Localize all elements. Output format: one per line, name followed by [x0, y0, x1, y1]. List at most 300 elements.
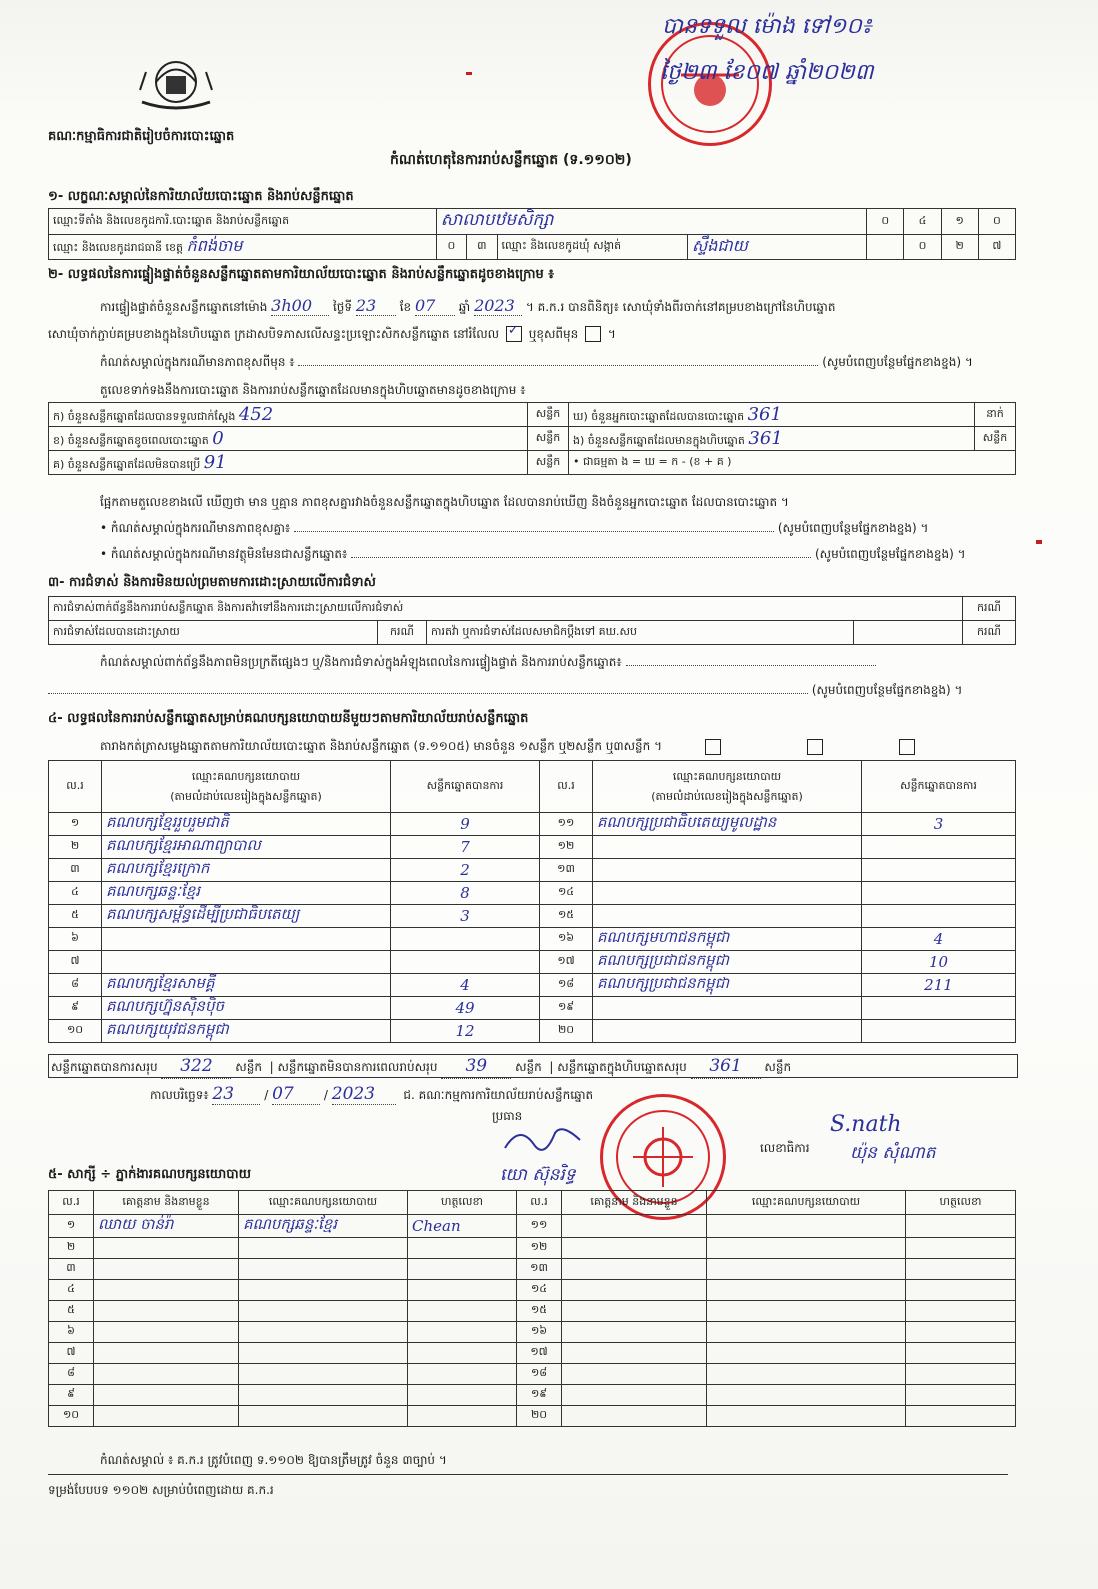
objection-appeal-unit: ករណី	[963, 621, 1016, 645]
witness-name	[94, 1343, 239, 1364]
verify-time: 3h00	[271, 296, 313, 315]
verify-month-line	[415, 296, 455, 316]
objection-resolved: ការជំទាស់ដែលបានដោះស្រាយ	[49, 621, 378, 645]
witness-signature	[906, 1259, 1016, 1280]
commune-code-1	[867, 235, 904, 260]
party-name-handwriting: គណបក្សមហាជនកម្ពុជា	[597, 928, 730, 946]
party-name	[593, 882, 862, 905]
table-row	[49, 1238, 1016, 1259]
witness-name	[562, 1280, 707, 1301]
party-name	[102, 928, 391, 951]
witness-no: ៣	[49, 1259, 94, 1280]
footnote: កំណត់សម្គាល់ ៖ គ.ក.រ ត្រូវបំពេញ ទ.១១០២ ឱ្យបានត្រឹមត្រូវ ចំនួន ៣ច្បាប់ ។	[100, 1453, 447, 1467]
location-code-3: ១	[941, 209, 978, 235]
witness-signature	[408, 1238, 517, 1259]
witness-name	[94, 1406, 239, 1427]
irregularity-line	[626, 665, 876, 666]
objection-row1-unit: ករណី	[963, 597, 1016, 621]
figure-d-cell	[569, 403, 975, 427]
witness-party	[239, 1385, 408, 1406]
table-row	[49, 1215, 1016, 1238]
location-code-1: ០	[867, 209, 904, 235]
party-no: ១៧	[540, 951, 593, 974]
verify-month: 07	[414, 296, 436, 315]
figure-e-cell	[569, 427, 975, 451]
party-name	[593, 928, 862, 951]
chair-label: ប្រធាន	[492, 1109, 523, 1123]
objection-row1: ការជំទាស់ពាក់ព័ន្ធនឹងការរាប់សន្លឹកឆ្នោត និងការតវ៉ាទៅនឹងការដោះស្រាយលើការជំទាស់	[49, 597, 963, 621]
table-row	[49, 1020, 1016, 1043]
irregularity-label: កំណត់សម្គាល់ពាក់ព័ន្ធនឹងភាពមិនប្រក្រតីផ្សេងៗ ឬ/និងការជំទាស់ក្នុងអំឡុងពេលនៃការផ្ទៀងផ្ទាត់ និងការរាប់សន្លឹកឆ្នោត៖	[100, 655, 622, 669]
checkbox-1-sheet[interactable]	[705, 739, 721, 755]
party-name	[102, 951, 391, 974]
witness-name	[94, 1301, 239, 1322]
objection-appeal: ការតវ៉ា ឬការជំទាស់ដែលសមាជិកប្ដឹងទៅ គឃ.សប	[427, 621, 854, 645]
total-valid: 322	[180, 1056, 213, 1076]
verify-month-label: ខែ	[399, 300, 412, 314]
party-no: ១៦	[540, 928, 593, 951]
witness-signature	[906, 1406, 1016, 1427]
commune-code-2: ០	[904, 235, 941, 260]
witness-signature	[408, 1385, 517, 1406]
witness-signature	[906, 1280, 1016, 1301]
commune-value: ស្ទឹងជាយ	[692, 236, 748, 255]
ballot-figures-table	[48, 402, 1016, 475]
verify-seal-text: ។ គ.ក.រ បានពិនិត្យ៖ សោឃុំទាំងពីរចាក់នៅគម្របខាងក្រៅនៃហិបឆ្នោត	[525, 300, 836, 314]
party-votes	[391, 813, 540, 836]
party-votes	[862, 813, 1016, 836]
chair-name: យោ ស៊ុនរិទ្ធ	[500, 1165, 576, 1185]
figure-a-cell	[49, 403, 528, 427]
party-col-name-left	[102, 761, 391, 813]
province-value: កំពង់ចាម	[186, 236, 243, 255]
party-votes	[391, 859, 540, 882]
date-day-line	[212, 1084, 260, 1105]
party-col-no-right: ល.រ	[540, 761, 593, 813]
ink-dot	[466, 72, 472, 75]
table-row	[49, 1259, 1016, 1280]
party-name	[593, 1020, 862, 1043]
verify-day-line	[356, 296, 396, 316]
table-row	[49, 951, 1016, 974]
figure-b-cell	[49, 427, 528, 451]
discrepancy-text: ផ្អែកតាមតួលេខខាងលើ ឃើញថា មាន ឬគ្មាន ភាពខុសគ្នារវាងចំនួនសន្លឹកឆ្នោតក្នុងហិបឆ្នោត ដែលបានរាប់ឃើញ និងចំនួនអ្នកបោះឆ្នោត ដែលបានបោះឆ្នោត ។	[100, 495, 789, 509]
witness-no: ១៨	[517, 1364, 562, 1385]
party-name-handwriting: គណបក្សខ្មែរអាណាព្យាបាល	[106, 836, 261, 854]
witness-signature	[906, 1385, 1016, 1406]
figure-b-value: 0	[212, 427, 224, 449]
date-day: 23	[212, 1084, 235, 1104]
party-name-handwriting: គណបក្សខ្មែររួបរួមជាតិ	[106, 813, 229, 831]
table-row	[49, 905, 1016, 928]
irregularity-line-2	[48, 693, 808, 694]
witness-no: ១៣	[517, 1259, 562, 1280]
table-row	[49, 1322, 1016, 1343]
party-votes-handwriting: 9	[460, 815, 470, 833]
secretary-signature: S.nath	[830, 1112, 902, 1137]
party-no: ៨	[49, 974, 102, 997]
witness-col-party-left: ឈ្មោះគណបក្សនយោបាយ	[239, 1191, 408, 1215]
party-no: ១៩	[540, 997, 593, 1020]
witness-name	[562, 1238, 707, 1259]
witness-col-party-right: ឈ្មោះគណបក្សនយោបាយ	[707, 1191, 906, 1215]
footer-form-id: ទម្រង់បែបបទ ១១០២ សម្រាប់បំពេញដោយ គ.ក.រ	[48, 1483, 274, 1497]
note-foreign-label: • កំណត់សម្គាល់ក្នុងករណីមានវត្ថុមិនមែនជាសន្លឹកឆ្នោត៖	[100, 547, 348, 561]
party-no: ២០	[540, 1020, 593, 1043]
note-change-label: កំណត់សម្គាល់ក្នុងករណីមានភាពខុសពីមុន ៖	[100, 355, 295, 369]
party-col-votes-right: សន្លឹកឆ្នោតបានការ	[862, 761, 1016, 813]
witness-col-no-right: ល.រ	[517, 1191, 562, 1215]
section1-heading: ១- លក្ខណៈសម្គាល់នៃការិយាល័យបោះឆ្នោត និងរាប់សន្លឹកឆ្នោត	[48, 189, 354, 204]
witness-signature	[408, 1215, 517, 1238]
party-votes	[391, 951, 540, 974]
party-no: ១៥	[540, 905, 593, 928]
party-col-name-right-sub: (តាមលំដាប់លេខរៀងក្នុងសន្លឹកឆ្នោត)	[651, 789, 803, 803]
witness-name	[562, 1215, 707, 1238]
witness-no: ១១	[517, 1215, 562, 1238]
irregularity-note-2	[48, 682, 962, 700]
witness-no: ៧	[49, 1343, 94, 1364]
figure-d-value: 361	[747, 403, 782, 425]
witness-name	[562, 1406, 707, 1427]
date-year: 2023	[331, 1084, 376, 1104]
witness-name-handwriting: ឈាយ ចាន់រ៉ា	[98, 1215, 174, 1233]
secretary-name: យ៉ុន សុំណាត	[850, 1143, 936, 1163]
witness-col-name-left: គោត្តនាម និងនាមខ្លួន	[94, 1191, 239, 1215]
location-value: សាលាបឋមសិក្សា	[440, 210, 554, 230]
witness-no: ៥	[49, 1301, 94, 1322]
witness-party	[707, 1301, 906, 1322]
note-discrepancy-label: • កំណត់សម្គាល់ក្នុងករណីមានភាពខុសគ្នា៖	[100, 521, 291, 535]
table-row	[49, 882, 1016, 905]
witness-signature	[408, 1343, 517, 1364]
party-votes	[862, 997, 1016, 1020]
figure-a-value: 452	[238, 403, 274, 425]
party-votes-handwriting: 10	[928, 953, 949, 971]
witness-col-name-right: គោត្តនាម និងនាមខ្លួន	[562, 1191, 707, 1215]
witness-signature	[408, 1322, 517, 1343]
verify-year-line	[474, 296, 522, 316]
table-row	[49, 974, 1016, 997]
witness-signature	[408, 1364, 517, 1385]
commune-code-3: ២	[941, 235, 978, 260]
verify-year: 2023	[474, 296, 515, 315]
witness-party	[239, 1406, 408, 1427]
party-col-name-right-title: ឈ្មោះគណបក្សនយោបាយ	[672, 769, 782, 783]
figure-e-label: ង) ចំនួនសន្លឹកឆ្នោតដែលមានក្នុងហិបឆ្នោត	[573, 433, 745, 447]
checkbox-3-sheet[interactable]	[899, 739, 915, 755]
figure-b-unit: សន្លឹក	[528, 427, 569, 451]
totals-line: សន្លឹកឆ្នោតបានការសរុប 322 សន្លឹក | សន្លឹកឆ្នោតមិនបានការពេលរាប់សរុប 39 សន្លឹក | សន្លឹកឆ្នោតក្នុងហិបឆ្នោតសរុប 361 សន្លឹក	[48, 1054, 1018, 1078]
witness-name	[562, 1301, 707, 1322]
witness-name	[562, 1364, 707, 1385]
ink-dot	[1036, 540, 1042, 544]
witness-no: ២០	[517, 1406, 562, 1427]
figure-c-value: 91	[203, 451, 227, 473]
province-code-1: ០	[436, 235, 466, 260]
party-no: ៦	[49, 928, 102, 951]
witness-party	[239, 1280, 408, 1301]
witness-signature	[906, 1215, 1016, 1238]
witness-no: ៩	[49, 1385, 94, 1406]
party-votes	[391, 928, 540, 951]
party-name-handwriting: គណបក្សប្រជាជនកម្ពុជា	[597, 974, 729, 992]
witness-name	[94, 1280, 239, 1301]
note-discrepancy	[100, 520, 928, 538]
party-no: ៧	[49, 951, 102, 974]
irregularity-note	[100, 654, 876, 672]
verification-paragraph-2: សោឃុំចាក់ភ្ជាប់គម្របខាងក្នុងនៃហិបឆ្នោត ក្រដាសបិទភាសលើសន្ទះប្រឡោះសិកសន្លឹកឆ្នោត នៅរំលែល ✓ ឬខុសពីមុន ។	[48, 322, 616, 341]
party-no: ១៨	[540, 974, 593, 997]
location-code-2: ៤	[904, 209, 941, 235]
party-no: ២	[49, 836, 102, 859]
province-label: ឈ្មោះ និងលេខកូដរាជធានី ខេត្ត	[53, 241, 183, 254]
objection-resolved-unit: ករណី	[378, 621, 427, 645]
party-no: ៣	[49, 859, 102, 882]
table-row	[49, 1406, 1016, 1427]
witness-party	[239, 1259, 408, 1280]
figures-intro: តួលេខទាក់ទងនឹងការបោះឆ្នោត និងការរាប់សន្លឹកឆ្នោតដែលមានក្នុងហិបឆ្នោតមានដូចខាងក្រោម ៖	[100, 383, 526, 397]
party-votes-handwriting: 4	[933, 930, 944, 948]
party-votes-handwriting: 2	[460, 861, 470, 879]
witness-signature	[906, 1322, 1016, 1343]
party-no: ១១	[540, 813, 593, 836]
note-change-line	[298, 365, 818, 366]
note-change	[100, 354, 973, 372]
date-month: 07	[272, 1084, 294, 1104]
witness-signature	[906, 1238, 1016, 1259]
figure-c-label: គ) ចំនួនសន្លឹកឆ្នោតដែលមិនបានប្រើ	[53, 457, 201, 471]
figure-d-label: ឃ) ចំនួនអ្នកបោះឆ្នោតដែលបានបោះឆ្នោត	[573, 409, 745, 423]
party-no: ៥	[49, 905, 102, 928]
party-no: ១	[49, 813, 102, 836]
witness-col-sig-left: ហត្ថលេខា	[408, 1191, 517, 1215]
party-votes	[391, 974, 540, 997]
party-name-handwriting: គណបក្សប្រជាជនកម្ពុជា	[597, 951, 729, 969]
witness-signature	[906, 1301, 1016, 1322]
checkbox-2-sheet[interactable]	[807, 739, 823, 755]
location-code-4: ០	[978, 209, 1015, 235]
checkmark-icon: ✓	[507, 322, 519, 338]
committee-label: ជ. គណៈកម្មការការិយាល័យរាប់សន្លឹកឆ្នោត	[403, 1088, 594, 1102]
party-votes	[391, 905, 540, 928]
party-votes	[391, 882, 540, 905]
witness-party	[239, 1238, 408, 1259]
party-votes	[862, 882, 1016, 905]
party-col-name-left-title: ឈ្មោះគណបក្សនយោបាយ	[191, 769, 301, 783]
party-rows	[49, 813, 1016, 1043]
party-no: ១០	[49, 1020, 102, 1043]
party-name-handwriting: គណបក្សខ្មែរក្រោក	[106, 859, 210, 877]
witness-name	[94, 1385, 239, 1406]
province-code-2: ៣	[467, 235, 497, 260]
party-name	[593, 997, 862, 1020]
witness-name	[94, 1215, 239, 1238]
note-foreign-line	[351, 557, 811, 558]
party-col-name-right	[593, 761, 862, 813]
figure-e-value: 361	[748, 427, 783, 449]
figure-e-unit: សន្លឹក	[975, 427, 1016, 451]
total-invalid-line	[441, 1055, 511, 1079]
secretary-label: លេខាធិការ	[760, 1141, 810, 1155]
checkbox-changed-label: ឬខុសពីមុន	[528, 327, 579, 341]
witness-name	[94, 1322, 239, 1343]
section5-heading: ៥- សាក្សី ÷ ភ្នាក់ងារគណបក្សនយោបាយ	[48, 1167, 251, 1182]
party-name-handwriting: គណបក្សហ្វ៊ុនស៊ិនប៉ិច	[106, 997, 224, 1015]
section4-heading: ៤- លទ្ធផលនៃការរាប់សន្លឹកឆ្នោតសម្រាប់គណបក្សនយោបាយនីមួយៗតាមការិយាល័យរាប់សន្លឹកឆ្នោត	[48, 711, 529, 726]
verify-time-line	[271, 296, 329, 316]
party-name	[593, 813, 862, 836]
org-name: គណៈកម្មាធិការជាតិរៀបចំការបោះឆ្នោត	[48, 129, 235, 144]
party-votes-handwriting: 211	[924, 976, 953, 994]
total-box: 361	[709, 1056, 742, 1076]
table-row	[49, 859, 1016, 882]
witness-party	[707, 1406, 906, 1427]
sheet-count-checkboxes	[702, 737, 918, 756]
party-name	[102, 974, 391, 997]
witness-no: ៦	[49, 1322, 94, 1343]
party-name	[102, 905, 391, 928]
witness-name	[94, 1364, 239, 1385]
objection-appeal-value	[854, 621, 963, 645]
party-results-table	[48, 760, 1016, 1043]
witness-party	[239, 1215, 408, 1238]
location-value-cell	[436, 209, 867, 235]
form-title: កំណត់ហេតុនៃការរាប់សន្លឹកឆ្នោត (ទ.១១០២)	[390, 152, 632, 168]
party-name	[593, 836, 862, 859]
witness-no: ១៤	[517, 1280, 562, 1301]
section3-heading: ៣- ការជំទាស់ និងការមិនយល់ព្រមតាមការដោះស្រាយលើការជំទាស់	[48, 575, 376, 590]
witness-name	[94, 1238, 239, 1259]
verification-paragraph	[100, 296, 835, 317]
table-row	[49, 1301, 1016, 1322]
witness-name	[562, 1385, 707, 1406]
witness-party-handwriting: គណបក្សឆន្ទៈខ្មែរ	[243, 1215, 338, 1233]
party-name	[102, 882, 391, 905]
witness-name	[94, 1259, 239, 1280]
date-line: កាលបរិច្ឆេទ៖ 23 / 07 / 2023 ជ. គណៈកម្មការការិយាល័យរាប់សន្លឹកឆ្នោត	[150, 1084, 594, 1104]
party-name	[593, 859, 862, 882]
party-votes	[862, 1020, 1016, 1043]
party-name	[593, 951, 862, 974]
witness-no: ១០	[49, 1406, 94, 1427]
figure-b-label: ខ) ចំនួនសន្លឹកឆ្នោតខូចពេលបោះឆ្នោត	[53, 433, 209, 447]
witness-col-no-left: ល.រ	[49, 1191, 94, 1215]
note-discrepancy-line	[294, 531, 774, 532]
total-invalid-label: សន្លឹកឆ្នោតមិនបានការពេលរាប់សរុប	[277, 1060, 438, 1074]
witness-no: ៨	[49, 1364, 94, 1385]
witness-no: ១៦	[517, 1322, 562, 1343]
party-no: ៤	[49, 882, 102, 905]
witness-party	[707, 1280, 906, 1301]
party-no: ១៣	[540, 859, 593, 882]
table-row	[49, 1343, 1016, 1364]
stamp-handwriting-2: ថ្ងៃ២៣ ខែ០៧ ឆ្នាំ២០២៣	[660, 60, 874, 85]
checkbox-changed[interactable]	[585, 326, 601, 342]
witness-table	[48, 1190, 1016, 1427]
party-name	[593, 974, 862, 997]
location-table	[48, 208, 1016, 260]
objection-table	[48, 596, 1016, 645]
verify-day-label: ថ្ងៃទី	[333, 300, 353, 314]
emblem-logo	[136, 52, 216, 122]
witness-no: ២	[49, 1238, 94, 1259]
location-label: ឈ្មោះទីតាំង និងលេខកូដការិ.បោះឆ្នោត និងរាប់សន្លឹកឆ្នោត	[49, 209, 437, 235]
witness-party	[707, 1238, 906, 1259]
party-votes-handwriting: 4	[460, 976, 470, 994]
party-name	[593, 905, 862, 928]
party-votes	[391, 836, 540, 859]
party-col-no-left: ល.រ	[49, 761, 102, 813]
party-votes	[862, 905, 1016, 928]
note-change-suffix: (សូមបំពេញបន្ថែមផ្នែកខាងខ្នង) ។	[822, 355, 973, 369]
party-no: ១៤	[540, 882, 593, 905]
chair-signature	[500, 1118, 590, 1162]
party-no: ១២	[540, 836, 593, 859]
witness-name	[562, 1322, 707, 1343]
formula-cell: • ជាធម្មតា ង = ឃ = ក - (ខ + គ )	[569, 451, 1016, 475]
party-name	[102, 859, 391, 882]
party-votes-handwriting: 7	[460, 838, 470, 856]
footer-divider	[48, 1474, 1008, 1475]
province-label-cell	[49, 235, 437, 260]
witness-rows	[49, 1215, 1016, 1427]
section4-intro: តារាងកត់ត្រាសម្លេងឆ្នោតតាមការិយាល័យបោះឆ្នោត និងរាប់សន្លឹកឆ្នោត (ទ.១១០៥) មានចំនួន ១សន្លឹក ឬ២សន្លឹក ឬ៣សន្លឹក ។	[100, 739, 663, 753]
witness-name	[562, 1259, 707, 1280]
party-name	[102, 1020, 391, 1043]
witness-party	[707, 1322, 906, 1343]
total-invalid-unit: សន្លឹក	[515, 1060, 542, 1074]
total-valid-line	[161, 1055, 231, 1079]
witness-party	[707, 1385, 906, 1406]
witness-party	[239, 1343, 408, 1364]
total-box-label: សន្លឹកឆ្នោតក្នុងហិបឆ្នោតសរុប	[557, 1060, 687, 1074]
figure-c-unit: សន្លឹក	[528, 451, 569, 475]
witness-party	[707, 1364, 906, 1385]
witness-signature	[408, 1280, 517, 1301]
witness-party	[239, 1301, 408, 1322]
witness-no: ១	[49, 1215, 94, 1238]
witness-name	[562, 1343, 707, 1364]
party-votes-handwriting: 12	[455, 1022, 475, 1040]
table-row	[49, 997, 1016, 1020]
note-discrepancy-suffix: (សូមបំពេញបន្ថែមផ្នែកខាងខ្នង) ។	[777, 521, 929, 535]
party-name	[102, 813, 391, 836]
note-foreign-object	[100, 546, 966, 564]
party-name-handwriting: គណបក្សយុវជនកម្ពុជា	[106, 1020, 229, 1038]
table-row	[49, 836, 1016, 859]
seal-status-text: សោឃុំចាក់ភ្ជាប់គម្របខាងក្នុងនៃហិបឆ្នោត ក្រដាសបិទភាសលើសន្ទះប្រឡោះសិកសន្លឹកឆ្នោត នៅរំលែល	[48, 327, 500, 341]
total-valid-label: សន្លឹកឆ្នោតបានការសរុប	[51, 1060, 158, 1074]
table-row	[49, 928, 1016, 951]
witness-party	[707, 1343, 906, 1364]
checkbox-intact[interactable]	[506, 322, 522, 342]
party-col-votes-left: សន្លឹកឆ្នោតបានការ	[391, 761, 540, 813]
witness-no: ១២	[517, 1238, 562, 1259]
date-label: កាលបរិច្ឆេទ៖	[150, 1088, 209, 1102]
party-votes	[862, 859, 1016, 882]
verify-year-label: ឆ្នាំ	[458, 300, 471, 314]
verify-day: 23	[355, 296, 377, 315]
figure-c-cell	[49, 451, 528, 475]
figure-d-unit: នាក់	[975, 403, 1016, 427]
party-votes-handwriting: 49	[455, 999, 475, 1017]
total-invalid: 39	[465, 1056, 488, 1076]
party-name	[102, 997, 391, 1020]
party-votes	[862, 974, 1016, 997]
party-name-handwriting: គណបក្សខ្មែរសាមគ្គី	[106, 974, 215, 992]
witness-party	[239, 1364, 408, 1385]
